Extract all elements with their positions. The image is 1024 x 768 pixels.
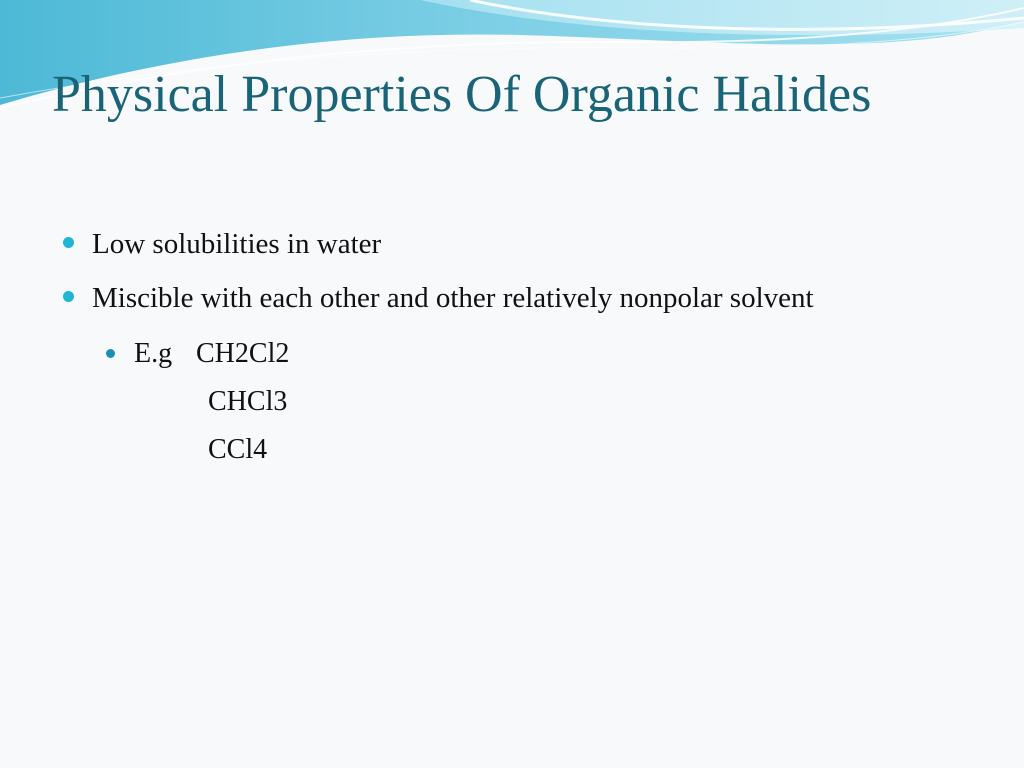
slide-content <box>62 222 962 474</box>
bullet-dot-icon <box>63 237 74 248</box>
example-line <box>134 426 962 474</box>
example-formula: CH2Cl2 <box>196 338 290 369</box>
example-line <box>134 378 962 426</box>
example-sub-bullet <box>134 330 962 474</box>
sub-bullet-dot-icon <box>106 349 115 358</box>
slide-title: Physical Properties Of Organic Halides <box>52 66 872 123</box>
bullet-item <box>62 222 962 266</box>
example-prefix: E.g <box>134 338 173 369</box>
bullet-item <box>62 276 962 320</box>
example-line <box>134 330 962 378</box>
bullet-dot-icon <box>63 291 74 302</box>
example-formula: CCl4 <box>208 434 268 465</box>
bullet-text: Miscible with each other and other relatively nonpolar solvent <box>92 282 814 314</box>
example-formula: CHCl3 <box>208 386 288 417</box>
bullet-text: Low solubilities in water <box>92 228 382 260</box>
